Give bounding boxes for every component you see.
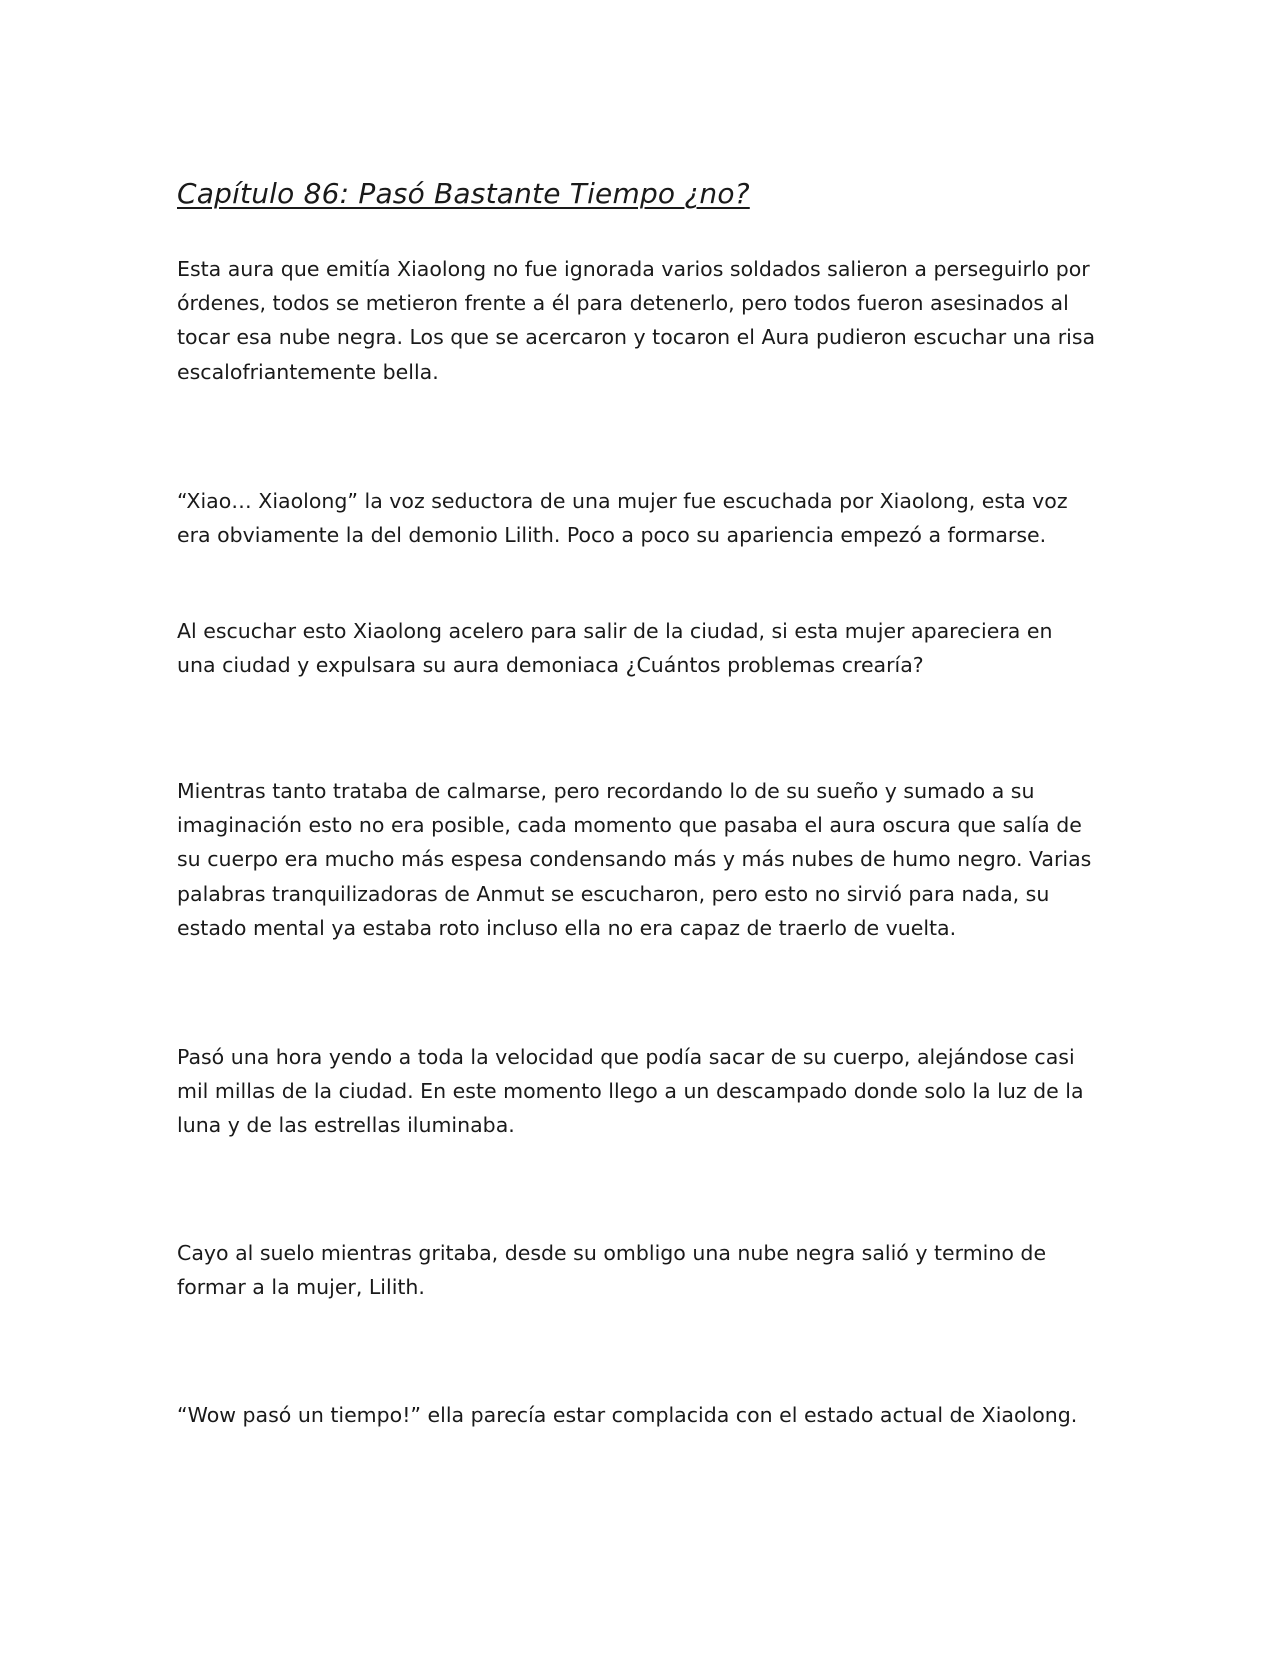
paragraph: “Xiao… Xiaolong” la voz seductora de una mujer fue escuchada por Xiaolong, esta voz era obviamente la del demonio Lilith. Poco a poco su apariencia empezó a formarse. — [177, 489, 1068, 548]
paragraph: “Wow pasó un tiempo!” ella parecía estar complacida con el estado actual de Xiaolong. — [177, 1403, 1078, 1427]
paragraph: Esta aura que emitía Xiaolong no fue ignorada varios soldados salieron a perseguirlo por órdenes, todos se metieron frente a él para detenerlo, pero todos fueron asesinados al tocar esa nube negra. Los que se acercaron y tocaron el Aura pudieron escuchar una risa escalofriantemente bella. — [177, 257, 1096, 384]
paragraph: Cayo al suelo mientras gritaba, desde su ombligo una nube negra salió y termino de formar a la mujer, Lilith. — [177, 1241, 1047, 1300]
paragraph: Al escuchar esto Xiaolong acelero para salir de la ciudad, si esta mujer apareciera en una ciudad y expulsara su aura demoniaca ¿Cuántos problemas crearía? — [177, 619, 1053, 678]
paragraph: Pasó una hora yendo a toda la velocidad que podía sacar de su cuerpo, alejándose casi mil millas de la ciudad. En este momento llego a un descampado donde solo la luz de la luna y de las estrellas iluminaba. — [177, 1045, 1084, 1138]
paragraph: Mientras tanto trataba de calmarse, pero recordando lo de su sueño y sumado a su imaginación esto no era posible, cada momento que pasaba el aura oscura que salía de su cuerpo era mucho más espesa condensando más y más nubes de humo negro. Varias palabras tranquilizadoras de Anmut se escucharon, pero esto no sirvió para nada, su estado mental ya estaba roto incluso ella no era capaz de traerlo de vuelta. — [177, 779, 1092, 940]
chapter-title: Capítulo 86: Pasó Bastante Tiempo ¿no? — [177, 177, 750, 210]
